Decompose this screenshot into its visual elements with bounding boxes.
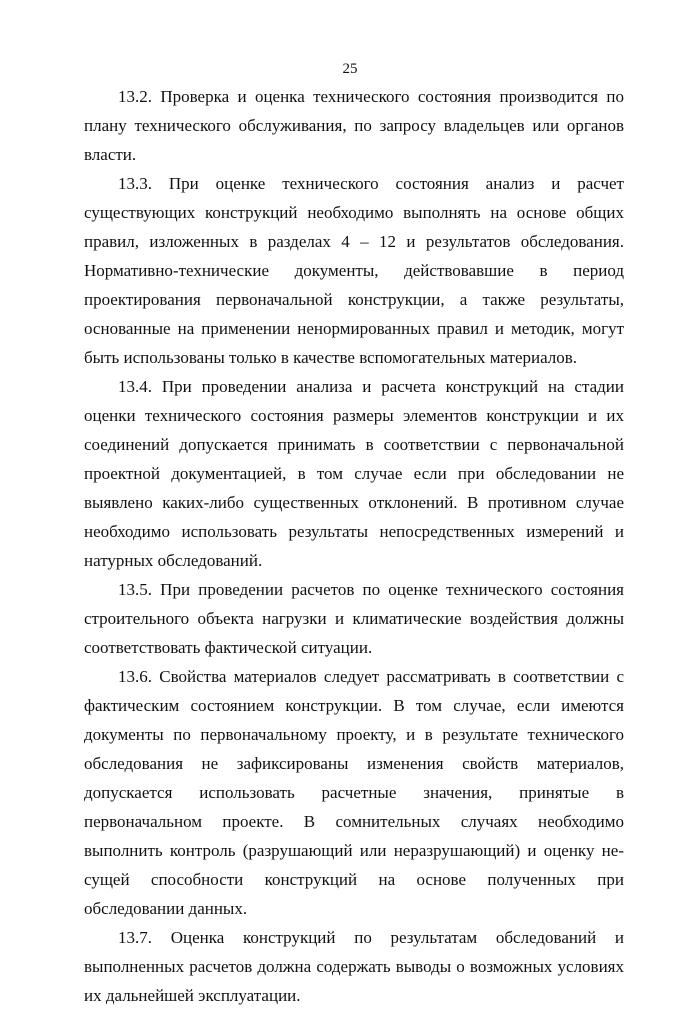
page-number: 25 — [342, 61, 358, 77]
paragraph-13-6: 13.6. Свойства материалов следует рассматривать в соответствии с фактическим состоянием конструкции. В том случае, если имеются документы по первоначальному проекту, и в результате технического обследования не зафиксированы изменения свойств материалов, допускается использовать расчетные значения, принятые в первоначальном проекте. В сомнительных случаях необходимо выполнить контроль (разрушающий или неразрушающий) и оценку несущей способности конструкций на основе полученных при обследовании данных. — [84, 667, 624, 918]
document-body — [84, 82, 624, 1010]
paragraph-13-2: 13.2. Проверка и оценка технического состояния производится по плану технического обслуживания, по запросу владельцев или органов власти. — [84, 87, 624, 164]
paragraph-13-3: 13.3. При оценке технического состояния анализ и расчет существующих конструкций необходимо выполнять на основе общих правил, изложенных в разделах 4 – 12 и результатов обследования. Нормативно-технические документы, действовавшие в период проектирования первоначальной конструкции, а также результаты, основанные на применении ненормированных правил и методик, могут быть использованы только в качестве вспомогательных материалов. — [84, 174, 624, 367]
paragraph-13-5: 13.5. При проведении расчетов по оценке технического состояния строительного объекта нагрузки и климатические воздействия должны соответствовать фактической ситуации. — [84, 580, 624, 657]
paragraph-13-4: 13.4. При проведении анализа и расчета конструкций на стадии оценки технического состояния размеры элементов конструкции и их соединений допускается принимать в соответствии с первоначальной проектной документацией, в том случае если при обследовании не выявлено каких-либо существенных отклонений. В противном случае необходимо использовать результаты непосредственных измерений и натурных обследований. — [84, 377, 624, 570]
paragraph-13-7: 13.7. Оценка конструкций по результатам обследований и выполненных расчетов должна содержать выводы о возможных условиях их дальнейшей эксплуатации. — [84, 928, 624, 1005]
